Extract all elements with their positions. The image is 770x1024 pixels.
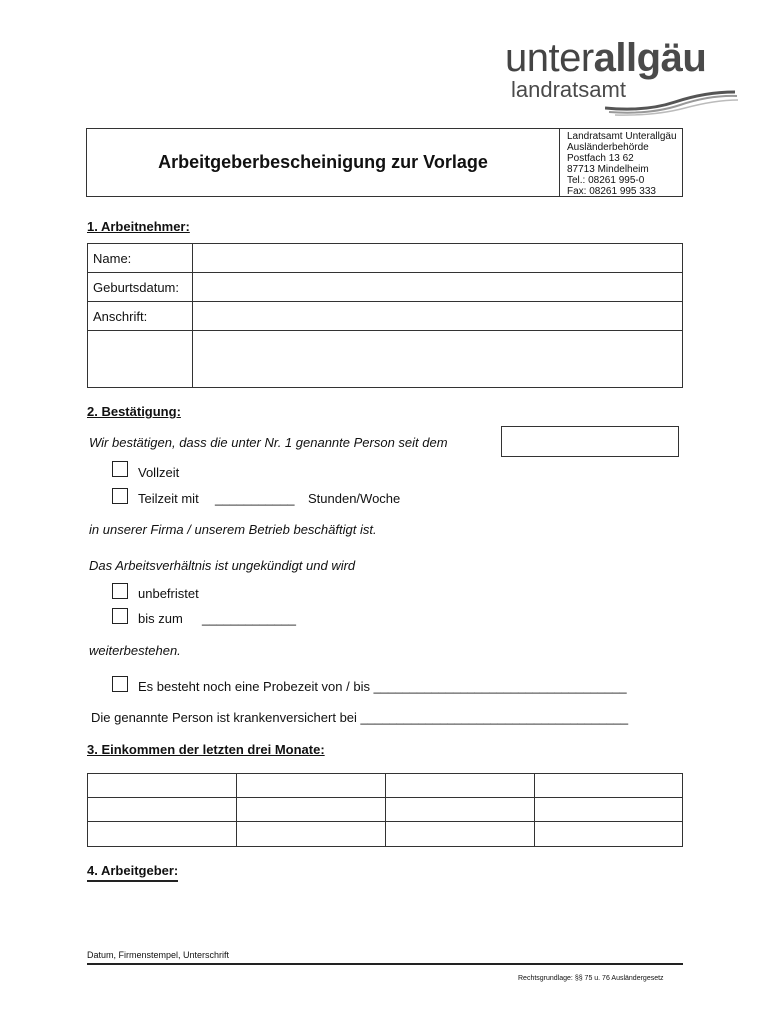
income-cell[interactable] xyxy=(237,798,385,821)
landratsamt-logo xyxy=(505,38,745,118)
confirmation-statement: Wir bestätigen, dass die unter Nr. 1 genannte Person seit dem xyxy=(89,435,448,450)
unlimited-checkbox[interactable] xyxy=(112,583,128,599)
legal-basis: Rechtsgrundlage: §§ 75 u. 76 Ausländergesetz xyxy=(518,975,664,982)
income-cell[interactable] xyxy=(88,774,236,797)
parttime-hours-field[interactable]: ___________ xyxy=(215,491,295,506)
logo-swoosh-icon xyxy=(605,88,740,116)
employee-address-field[interactable] xyxy=(193,302,682,330)
insurance-text[interactable]: Die genannte Person ist krankenversichert bei _____________________________________ xyxy=(91,710,629,725)
form-header xyxy=(86,128,683,197)
employee-row-name xyxy=(88,244,682,273)
income-cell[interactable] xyxy=(88,798,236,821)
employee-row-birthdate xyxy=(88,273,682,302)
income-cell[interactable] xyxy=(237,822,385,846)
income-cell[interactable] xyxy=(535,822,682,846)
logo-subline: landratsamt xyxy=(511,77,626,102)
logo-wordmark xyxy=(505,38,706,78)
probation-checkbox[interactable] xyxy=(112,676,128,692)
address-line: Tel.: 08261 995-0 xyxy=(567,175,645,186)
address-line: 87713 Mindelheim xyxy=(567,164,649,175)
employee-table xyxy=(87,243,683,388)
logo-word-bold: allgäu xyxy=(593,36,707,80)
fulltime-checkbox[interactable] xyxy=(112,461,128,477)
employee-name-field[interactable] xyxy=(193,244,682,272)
income-cell[interactable] xyxy=(237,774,385,797)
employee-row-address-cont xyxy=(88,331,682,387)
employee-label: Geburtsdatum: xyxy=(88,273,193,301)
logo-word-regular: unter xyxy=(505,36,594,80)
employee-birthdate-field[interactable] xyxy=(193,273,682,301)
income-cell[interactable] xyxy=(386,774,534,797)
page-title: Arbeitgeberbescheinigung zur Vorlage xyxy=(158,152,488,172)
income-table xyxy=(87,773,683,847)
signature-label: Datum, Firmenstempel, Unterschrift xyxy=(87,950,230,960)
authority-address xyxy=(559,129,682,196)
section-title-confirmation: 2. Bestätigung: xyxy=(87,404,181,419)
income-cell[interactable] xyxy=(535,774,682,797)
employee-row-address xyxy=(88,302,682,331)
income-cell[interactable] xyxy=(88,822,236,846)
until-date-field[interactable]: _____________ xyxy=(202,611,296,626)
employee-label: Name: xyxy=(88,244,193,272)
section-title-income: 3. Einkommen der letzten drei Monate: xyxy=(87,742,325,757)
address-line: Landratsamt Unterallgäu xyxy=(567,131,677,142)
address-line: Fax: 08261 995 333 xyxy=(567,186,656,197)
employee-label xyxy=(88,331,193,387)
section-title-employee: 1. Arbeitnehmer: xyxy=(87,219,190,234)
unlimited-label: unbefristet xyxy=(138,586,199,601)
income-cell[interactable] xyxy=(386,798,534,821)
since-date-field[interactable] xyxy=(501,426,679,457)
fulltime-label: Vollzeit xyxy=(138,465,180,480)
income-cell[interactable] xyxy=(386,822,534,846)
income-cell[interactable] xyxy=(535,798,682,821)
signature-line xyxy=(87,963,683,965)
until-checkbox[interactable] xyxy=(112,608,128,624)
contract-statement: Das Arbeitsverhältnis ist ungekündigt und wird xyxy=(89,558,356,573)
continue-statement: weiterbestehen. xyxy=(89,643,181,658)
parttime-label: Teilzeit mit xyxy=(138,491,199,506)
section-title-employer: 4. Arbeitgeber: xyxy=(87,863,178,882)
employed-statement: in unserer Firma / unserem Betrieb beschäftigt ist. xyxy=(89,522,377,537)
employee-address-cont-field[interactable] xyxy=(193,331,682,387)
parttime-checkbox[interactable] xyxy=(112,488,128,504)
address-line: Postfach 13 62 xyxy=(567,153,634,164)
until-label: bis zum xyxy=(138,611,183,626)
address-line: Ausländerbehörde xyxy=(567,142,649,153)
employee-label: Anschrift: xyxy=(88,302,193,330)
parttime-hours-unit: Stunden/Woche xyxy=(308,491,401,506)
probation-text[interactable]: Es besteht noch eine Probezeit von / bis ___________________________________ xyxy=(138,679,627,694)
